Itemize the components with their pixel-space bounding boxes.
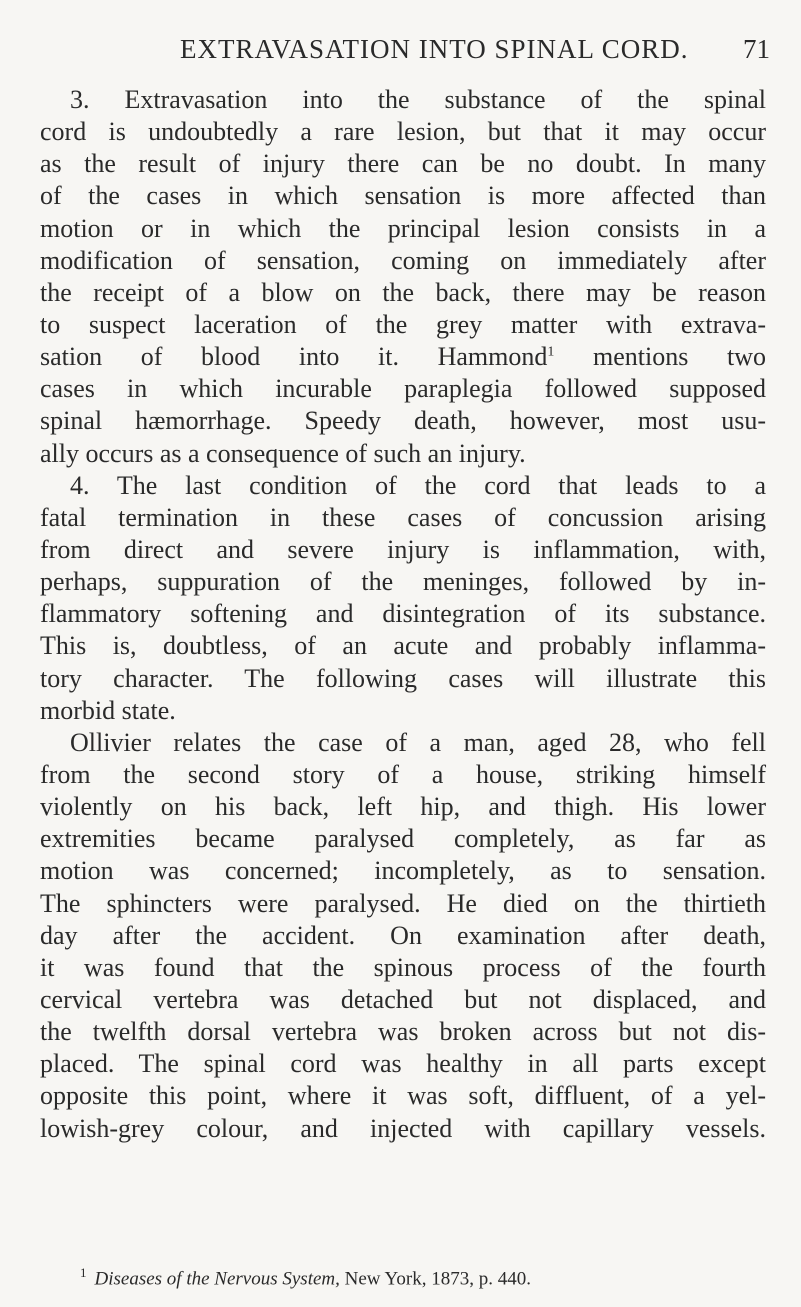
text-line: The sphincters were paralysed. He died on the thirtieth <box>40 888 766 918</box>
running-head <box>40 34 770 74</box>
text-line: motion or in which the principal lesion consists in a <box>40 213 766 243</box>
text-line: modification of sensation, coming on immediately after <box>40 245 766 275</box>
text-line: ally occurs as a consequence of such an injury. <box>40 438 526 468</box>
footnote-book-title: Diseases of the Nervous System, <box>94 1268 340 1290</box>
text-line: day after the accident. On examination after death, <box>40 920 766 950</box>
text-line: opposite this point, where it was soft, diffluent, of a yel- <box>40 1081 766 1111</box>
footnote-reference: 1 <box>547 344 555 360</box>
footnote <box>40 1265 766 1290</box>
footnote-citation: New York, 1873, p. 440. <box>339 1268 531 1290</box>
text-line: lowish-grey colour, and injected with capillary vessels. <box>40 1113 766 1143</box>
text-line: from the second story of a house, striking himself <box>40 759 766 789</box>
text-line: the receipt of a blow on the back, there may be reason <box>40 277 766 307</box>
text-line: cord is undoubtedly a rare lesion, but that it may occur <box>40 117 766 147</box>
text-line: violently on his back, left hip, and thigh. His lower <box>40 792 766 822</box>
text-line: 4. The last condition of the cord that leads to a <box>70 470 766 500</box>
text-line: motion was concerned; incompletely, as to sensation. <box>40 856 766 886</box>
text-line: to suspect laceration of the grey matter with extrava- <box>40 309 766 339</box>
text-line: fatal termination in these cases of concussion arising <box>40 502 766 532</box>
text-line: Ollivier relates the case of a man, aged 28, who fell <box>70 727 766 757</box>
text-line: placed. The spinal cord was healthy in all parts except <box>40 1049 766 1079</box>
text-line: as the result of injury there can be no doubt. In many <box>40 149 766 179</box>
text-line: 3. Extravasation into the substance of the spinal <box>70 85 766 114</box>
body-text <box>40 84 766 1145</box>
text-line: extremities became paralysed completely, as far as <box>40 824 766 854</box>
footnote-marker: 1 <box>80 1265 87 1280</box>
text-line: perhaps, suppuration of the meninges, followed by in- <box>40 567 766 597</box>
text-line: tory character. The following cases will illustrate this <box>40 663 766 693</box>
text-line: the twelfth dorsal vertebra was broken across but not dis- <box>40 1017 766 1047</box>
text-segment: mentions two <box>593 342 767 372</box>
text-line: cervical vertebra was detached but not displaced, and <box>40 984 766 1014</box>
text-line: from direct and severe injury is inflammation, with, <box>40 534 766 564</box>
text-line: cases in which incurable paraplegia followed supposed <box>40 374 766 404</box>
page-number: 71 <box>743 34 770 64</box>
text-line-with-footnote <box>40 341 766 373</box>
running-title: EXTRAVASATION INTO SPINAL CORD. <box>180 34 689 64</box>
text-line: spinal hæmorrhage. Speedy death, however, most usu- <box>40 406 766 436</box>
text-line: morbid state. <box>40 695 176 725</box>
text-segment: sation of blood into it. Hammond <box>40 342 548 372</box>
text-line: This is, doubtless, of an acute and probably inflamma- <box>40 631 766 661</box>
text-line: of the cases in which sensation is more affected than <box>40 181 766 211</box>
text-line: it was found that the spinous process of the fourth <box>40 952 766 982</box>
text-line: flammatory softening and disintegration of its substance. <box>40 599 766 629</box>
